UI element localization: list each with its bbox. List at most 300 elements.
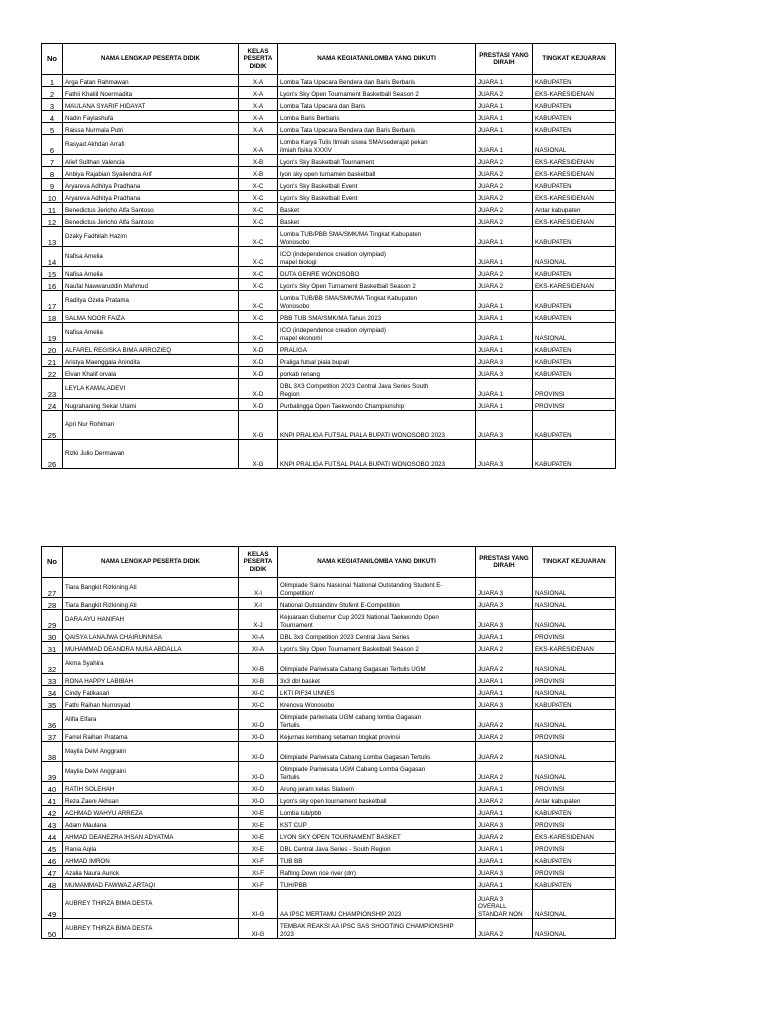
header-name: NAMA LENGKAP PESERTA DIDIK [63, 547, 239, 578]
table-row [42, 919, 616, 939]
cell-tingkat: PROVINSI [533, 674, 616, 686]
cell-tingkat: NASIONAL [533, 578, 616, 598]
cell-no: 39 [42, 762, 63, 782]
cell-no: 35 [42, 698, 63, 710]
header-kegiatan: NAMA KEGIATAN/LOMBA YANG DIIKUTI [278, 44, 476, 75]
cell-tingkat: KABUPATEN [533, 227, 616, 247]
cell-no: 24 [42, 399, 63, 411]
cell-kelas: XI-F [239, 854, 278, 866]
cell-prestasi: JUARA 1 [476, 878, 533, 890]
cell-no: 33 [42, 674, 63, 686]
header-prestasi: PRESTASI YANG DIRAIH [476, 547, 533, 578]
cell-kegiatan: Lomba Tata Upacara dan Baris [278, 99, 476, 111]
cell-no: 31 [42, 642, 63, 654]
cell-tingkat: NASIONAL [533, 742, 616, 762]
cell-prestasi: JUARA 1 [476, 674, 533, 686]
cell-tingkat: PROVINSI [533, 866, 616, 878]
cell-kelas: XI-G [239, 890, 278, 919]
cell-kelas: XI-E [239, 818, 278, 830]
table-row [42, 866, 616, 878]
table-row [42, 399, 616, 411]
cell-kegiatan: Olimpiade Pariwisata UGM Cabang Lomba Gagasan Tertulis [278, 762, 476, 782]
cell-kegiatan: DBL 3x3 Competition 2023 Central Java Series [278, 630, 476, 642]
cell-name: Nugrahaning Sekar Utami [63, 399, 239, 411]
cell-prestasi: JUARA 2 [476, 830, 533, 842]
table-row [42, 578, 616, 598]
cell-prestasi: JUARA 3 [476, 367, 533, 379]
table-row [42, 135, 616, 155]
cell-tingkat: PROVINSI [533, 379, 616, 399]
cell-prestasi: JUARA 3 [476, 610, 533, 630]
table-1 [41, 43, 616, 469]
cell-kelas: XI-C [239, 698, 278, 710]
cell-tingkat: KABUPATEN [533, 179, 616, 191]
cell-no: 40 [42, 782, 63, 794]
cell-prestasi: JUARA 3 [476, 698, 533, 710]
cell-prestasi: JUARA 2 [476, 203, 533, 215]
cell-kegiatan: 3x3 dbl basket [278, 674, 476, 686]
cell-name: AUBREY THIRZA BIMA DESTA [63, 890, 239, 919]
table-row [42, 123, 616, 135]
cell-no: 46 [42, 854, 63, 866]
table-row [42, 818, 616, 830]
cell-kegiatan: Olimpiade pariwisata UGM cabang lomba Gagasan Tertulis [278, 710, 476, 730]
header-name: NAMA LENGKAP PESERTA DIDIK [63, 44, 239, 75]
table-row [42, 830, 616, 842]
cell-kegiatan: Lomba tub/pbb [278, 806, 476, 818]
cell-prestasi: JUARA 2 [476, 642, 533, 654]
cell-name: Benedictus Jericho Alfa Santoso [63, 203, 239, 215]
cell-kelas: XI-B [239, 674, 278, 686]
cell-name: Fathii Khaliil Noermadita [63, 87, 239, 99]
cell-kegiatan: National Outstandinv Stufent E-Competition [278, 598, 476, 610]
cell-kegiatan: Purbalingga Open Taekwondo Championship [278, 399, 476, 411]
cell-prestasi: JUARA 1 [476, 343, 533, 355]
table-row [42, 806, 616, 818]
cell-no: 47 [42, 866, 63, 878]
cell-prestasi: JUARA 1 [476, 854, 533, 866]
cell-kegiatan: KNPI PRALIGA FUTSAL PIALA BUPATI WONOSOBO 2023 [278, 411, 476, 440]
cell-name: Maylia Delvi Anggraini [63, 742, 239, 762]
cell-kegiatan: Olimpiade Pariwisata Cabang Lomba Gagasan Tertulis [278, 742, 476, 762]
cell-name: Naufal Nawwaruddin Mahmud [63, 279, 239, 291]
cell-no: 48 [42, 878, 63, 890]
cell-prestasi: JUARA 2 [476, 710, 533, 730]
cell-tingkat: NASIONAL [533, 598, 616, 610]
cell-tingkat: KABUPATEN [533, 806, 616, 818]
cell-kegiatan: PBB TUB SMA/SMK/MA Tahun 2023 [278, 311, 476, 323]
cell-name: Akma Syahira [63, 654, 239, 674]
cell-kelas: X-C [239, 291, 278, 311]
cell-name: Raissa Nurmala Putri [63, 123, 239, 135]
cell-kelas: X-C [239, 203, 278, 215]
cell-kegiatan: DBL 3X3 Competition 2023 Central Java Series South Region [278, 379, 476, 399]
cell-prestasi: JUARA 1 [476, 247, 533, 267]
cell-tingkat: PROVINSI [533, 630, 616, 642]
cell-prestasi: JUARA 2 [476, 279, 533, 291]
cell-tingkat: KABUPATEN [533, 367, 616, 379]
cell-tingkat: KABUPATEN [533, 343, 616, 355]
cell-kegiatan: TUH/PBB [278, 878, 476, 890]
header-tingkat: TINGKAT KEJUARAN [533, 547, 616, 578]
cell-tingkat: KABUPATEN [533, 99, 616, 111]
cell-prestasi: JUARA 1 [476, 806, 533, 818]
cell-tingkat: KABUPATEN [533, 311, 616, 323]
table-row [42, 227, 616, 247]
cell-name: AUBREY THIRZA BIMA DESTA [63, 919, 239, 939]
cell-no: 26 [42, 440, 63, 469]
cell-kegiatan: Lyon's Sky Basketball Tournament [278, 155, 476, 167]
header-prestasi: PRESTASI YANG DIRAIH [476, 44, 533, 75]
cell-kelas: X-C [239, 191, 278, 203]
cell-kelas: X-A [239, 99, 278, 111]
cell-prestasi: JUARA 2 [476, 215, 533, 227]
table-row [42, 203, 616, 215]
table-row [42, 267, 616, 279]
cell-kegiatan: Arung jeram kelas Slaloem [278, 782, 476, 794]
cell-no: 45 [42, 842, 63, 854]
cell-prestasi: JUARA 3 [476, 355, 533, 367]
cell-no: 8 [42, 167, 63, 179]
cell-kegiatan: Lomba TUB/BB SMA/SMK/MA Tingkat Kabupaten Wonosobo [278, 291, 476, 311]
cell-prestasi: JUARA 3 OVERALL STANDAR NON [476, 890, 533, 919]
cell-kegiatan: LKTI PIF34 UNNES [278, 686, 476, 698]
cell-prestasi: JUARA 1 [476, 111, 533, 123]
cell-name: MAULANA SYARIF HIDAYAT [63, 99, 239, 111]
cell-name: DARA AYU HANIFAH [63, 610, 239, 630]
cell-kelas: X-B [239, 167, 278, 179]
cell-kegiatan: Lyon's Sky Open Tournament Basketball Season 2 [278, 87, 476, 99]
cell-kegiatan: DBL Central Java Series - South Region [278, 842, 476, 854]
cell-name: Azalia Naura Aurick [63, 866, 239, 878]
cell-prestasi: JUARA 2 [476, 794, 533, 806]
table-row [42, 598, 616, 610]
cell-no: 7 [42, 155, 63, 167]
cell-tingkat: EKS-KARESIDENAN [533, 215, 616, 227]
cell-no: 12 [42, 215, 63, 227]
cell-kelas: X-B [239, 155, 278, 167]
cell-prestasi: JUARA 3 [476, 598, 533, 610]
cell-no: 21 [42, 355, 63, 367]
cell-tingkat: Antar kabupaten [533, 794, 616, 806]
cell-no: 4 [42, 111, 63, 123]
cell-no: 23 [42, 379, 63, 399]
header-no: No [42, 547, 63, 578]
header-kelas: KELAS PESERTA DIDIK [239, 44, 278, 75]
cell-prestasi: JUARA 1 [476, 379, 533, 399]
cell-name: MUMAMMAD FAWWAZ ARTAQI [63, 878, 239, 890]
cell-tingkat: NASIONAL [533, 323, 616, 343]
cell-tingkat: KABUPATEN [533, 355, 616, 367]
cell-tingkat: NASIONAL [533, 135, 616, 155]
cell-kelas: XI-G [239, 919, 278, 939]
cell-tingkat: KABUPATEN [533, 75, 616, 87]
cell-kegiatan: Olimpiade Sains Nasional 'National Outstanding Student E- Competition' [278, 578, 476, 598]
cell-name: SALMA NOOR FAIZA [63, 311, 239, 323]
table-row [42, 179, 616, 191]
cell-no: 13 [42, 227, 63, 247]
table-row [42, 379, 616, 399]
cell-no: 9 [42, 179, 63, 191]
cell-prestasi: JUARA 1 [476, 123, 533, 135]
cell-kelas: X-C [239, 247, 278, 267]
cell-no: 25 [42, 411, 63, 440]
cell-kelas: X-D [239, 355, 278, 367]
cell-name: Arga Fatan Rahmawan [63, 75, 239, 87]
header-tingkat: TINGKAT KEJUARAN [533, 44, 616, 75]
cell-kegiatan: PRALIGA [278, 343, 476, 355]
cell-name: Aryareva Adhitya Pradhana [63, 179, 239, 191]
cell-name: Nafisa Amelia [63, 267, 239, 279]
cell-no: 43 [42, 818, 63, 830]
cell-prestasi: JUARA 2 [476, 191, 533, 203]
cell-kelas: X-J [239, 610, 278, 630]
cell-prestasi: JUARA 1 [476, 75, 533, 87]
cell-kegiatan: Lomba Tata Upacara Bendera dan Baris Berbaris [278, 123, 476, 135]
cell-name: Raditya Ozela Pratama [63, 291, 239, 311]
table-row [42, 167, 616, 179]
table-header-row [42, 547, 616, 578]
cell-kelas: X-A [239, 123, 278, 135]
cell-name: Alief Sulthan Valencia [63, 155, 239, 167]
table-row [42, 440, 616, 469]
cell-no: 37 [42, 730, 63, 742]
table-row [42, 610, 616, 630]
cell-kelas: X-D [239, 367, 278, 379]
cell-tingkat: NASIONAL [533, 686, 616, 698]
cell-kegiatan: ICO (independence creation olympiad) mapel biologi [278, 247, 476, 267]
cell-name: Apri Nur Rohiman [63, 411, 239, 440]
cell-name: Maylia Delvi Anggraini [63, 762, 239, 782]
cell-tingkat: NASIONAL [533, 890, 616, 919]
cell-no: 38 [42, 742, 63, 762]
cell-kelas: XI-E [239, 830, 278, 842]
cell-prestasi: JUARA 1 [476, 135, 533, 155]
cell-tingkat: PROVINSI [533, 730, 616, 742]
cell-no: 42 [42, 806, 63, 818]
cell-no: 22 [42, 367, 63, 379]
cell-kegiatan: lyon sky open turnamen basketball [278, 167, 476, 179]
cell-kegiatan: TEMBAK REAKSI AA IPSC SAS SHOOTING CHAMPIONSHIP 2023 [278, 919, 476, 939]
cell-tingkat: KABUPATEN [533, 698, 616, 710]
cell-kelas: X-G [239, 440, 278, 469]
cell-kelas: X-C [239, 267, 278, 279]
cell-no: 2 [42, 87, 63, 99]
cell-name: Nafisa Amelia [63, 323, 239, 343]
cell-prestasi: JUARA 2 [476, 730, 533, 742]
cell-name: Rania Aqila [63, 842, 239, 854]
table-row [42, 642, 616, 654]
table-row [42, 782, 616, 794]
cell-name: QAISYA LANAJWA CHAIRUNNISA [63, 630, 239, 642]
cell-prestasi: JUARA 3 [476, 866, 533, 878]
table-row [42, 343, 616, 355]
cell-kegiatan: Basket [278, 203, 476, 215]
cell-prestasi: JUARA 3 [476, 411, 533, 440]
cell-kelas: XI-C [239, 686, 278, 698]
cell-no: 28 [42, 598, 63, 610]
cell-prestasi: JUARA 1 [476, 99, 533, 111]
table-row [42, 878, 616, 890]
cell-prestasi: JUARA 2 [476, 179, 533, 191]
table-row [42, 75, 616, 87]
cell-kelas: X-C [239, 311, 278, 323]
cell-kegiatan: Lomba Karya Tulis Ilmiah siswa SMA/sederajat pekan ilmiah fisika XXXIV [278, 135, 476, 155]
cell-tingkat: KABUPATEN [533, 111, 616, 123]
cell-prestasi: JUARA 1 [476, 630, 533, 642]
cell-kegiatan: Lyon's Sky Open Turnament Basketball Season 2 [278, 279, 476, 291]
cell-no: 17 [42, 291, 63, 311]
cell-kegiatan: Lomba Tata Upacara Bendera dan Baris Berbaris [278, 75, 476, 87]
cell-kegiatan: Rafting Down rice river (drr) [278, 866, 476, 878]
cell-kegiatan: KST CUP [278, 818, 476, 830]
cell-name: AHMAD IMRON [63, 854, 239, 866]
table-row [42, 842, 616, 854]
cell-kelas: X-D [239, 379, 278, 399]
cell-kegiatan: DUTA GENRE WONOSOBO [278, 267, 476, 279]
cell-kelas: XI-F [239, 878, 278, 890]
cell-kelas: XI-D [239, 710, 278, 730]
cell-prestasi: JUARA 2 [476, 87, 533, 99]
cell-no: 49 [42, 890, 63, 919]
cell-kegiatan: KNPI PRALIGA FUTSAL PIALA BUPATI WONOSOBO 2023 [278, 440, 476, 469]
cell-name: Tiara Bangkit Rizkining Ati [63, 578, 239, 598]
cell-prestasi: JUARA 1 [476, 842, 533, 854]
cell-kelas: X-C [239, 215, 278, 227]
cell-name: Elvan Khalif orvala [63, 367, 239, 379]
cell-kelas: XI-D [239, 742, 278, 762]
cell-name: MUHAMMAD DEANDRA NUSA ABDALLA [63, 642, 239, 654]
cell-tingkat: EKS-KARESIDENAN [533, 87, 616, 99]
cell-tingkat: KABUPATEN [533, 291, 616, 311]
cell-tingkat: KABUPATEN [533, 878, 616, 890]
cell-prestasi: JUARA 1 [476, 291, 533, 311]
cell-tingkat: KABUPATEN [533, 854, 616, 866]
cell-no: 27 [42, 578, 63, 598]
cell-no: 32 [42, 654, 63, 674]
table-row [42, 710, 616, 730]
cell-kegiatan: Lomba Baris Berbaris [278, 111, 476, 123]
achievements-table-1 [41, 43, 615, 469]
cell-no: 3 [42, 99, 63, 111]
cell-prestasi: JUARA 2 [476, 654, 533, 674]
cell-tingkat: Antar kabupaten [533, 203, 616, 215]
table-row [42, 411, 616, 440]
cell-kelas: XI-D [239, 730, 278, 742]
cell-kegiatan: Lyon's Sky Open Tournament Basketball Season 2 [278, 642, 476, 654]
cell-kelas: X-I [239, 578, 278, 598]
table-row [42, 854, 616, 866]
cell-tingkat: KABUPATEN [533, 267, 616, 279]
cell-tingkat: PROVINSI [533, 399, 616, 411]
cell-no: 6 [42, 135, 63, 155]
table-row [42, 247, 616, 267]
header-kelas: KELAS PESERTA DIDIK [239, 547, 278, 578]
cell-tingkat: EKS-KARESIDENAN [533, 191, 616, 203]
cell-no: 19 [42, 323, 63, 343]
table-row [42, 367, 616, 379]
cell-no: 50 [42, 919, 63, 939]
table-row [42, 279, 616, 291]
cell-tingkat: EKS-KARESIDENAN [533, 167, 616, 179]
cell-name: Alifia Elfara [63, 710, 239, 730]
cell-tingkat: NASIONAL [533, 762, 616, 782]
cell-kelas: XI-B [239, 654, 278, 674]
cell-tingkat: EKS-KARESIDENAN [533, 830, 616, 842]
cell-no: 18 [42, 311, 63, 323]
cell-kelas: XI-D [239, 782, 278, 794]
cell-prestasi: JUARA 3 [476, 440, 533, 469]
cell-name: Dzaky Fadhilah Hazim [63, 227, 239, 247]
cell-prestasi: JUARA 2 [476, 742, 533, 762]
table-row [42, 99, 616, 111]
cell-prestasi: JUARA 1 [476, 311, 533, 323]
cell-kelas: XI-A [239, 630, 278, 642]
cell-name: Adam Maulana [63, 818, 239, 830]
cell-name: Anbiya Rajabian Syailendra Arif [63, 167, 239, 179]
table-2 [41, 546, 616, 939]
cell-kelas: X-D [239, 399, 278, 411]
cell-prestasi: JUARA 2 [476, 267, 533, 279]
cell-name: Aristya Maenggala Anindita [63, 355, 239, 367]
cell-kelas: X-A [239, 87, 278, 99]
cell-kelas: X-G [239, 411, 278, 440]
cell-no: 41 [42, 794, 63, 806]
cell-no: 20 [42, 343, 63, 355]
cell-kegiatan: Lyon's sky open tournament basketball [278, 794, 476, 806]
cell-prestasi: JUARA 2 [476, 155, 533, 167]
cell-tingkat: NASIONAL [533, 710, 616, 730]
table-row [42, 215, 616, 227]
cell-no: 15 [42, 267, 63, 279]
cell-name: Farrel Raihan Pratama [63, 730, 239, 742]
cell-kegiatan: porkab renang [278, 367, 476, 379]
cell-no: 14 [42, 247, 63, 267]
cell-no: 11 [42, 203, 63, 215]
cell-name: Tiara Bangkit Rizkining Ati [63, 598, 239, 610]
cell-name: Cindy Fatikasari [63, 686, 239, 698]
cell-prestasi: JUARA 3 [476, 578, 533, 598]
cell-name: Benedictus Jericho Alfa Santoso [63, 215, 239, 227]
header-no: No [42, 44, 63, 75]
table-row [42, 323, 616, 343]
table-row [42, 890, 616, 919]
achievements-table-2 [41, 546, 615, 939]
cell-kelas: XI-D [239, 794, 278, 806]
cell-kelas: X-I [239, 598, 278, 610]
cell-no: 44 [42, 830, 63, 842]
cell-tingkat: EKS-KARESIDENAN [533, 155, 616, 167]
cell-no: 10 [42, 191, 63, 203]
table-row [42, 730, 616, 742]
cell-tingkat: NASIONAL [533, 654, 616, 674]
cell-tingkat: NASIONAL [533, 919, 616, 939]
cell-prestasi: JUARA 2 [476, 167, 533, 179]
cell-name: Fathi Raihan Nurrosyad [63, 698, 239, 710]
table-row [42, 762, 616, 782]
table-row [42, 87, 616, 99]
cell-kelas: X-C [239, 279, 278, 291]
cell-kelas: XI-F [239, 866, 278, 878]
cell-kegiatan: Kejurnas kembang setaman tingkat provinsi [278, 730, 476, 742]
cell-kelas: XI-E [239, 842, 278, 854]
cell-kelas: XI-D [239, 762, 278, 782]
cell-kegiatan: Kejuaraan Gubernur Cup 2023 National Taekwondo Open Tournament [278, 610, 476, 630]
cell-tingkat: EKS-KARESIDENAN [533, 279, 616, 291]
cell-kegiatan: Basket [278, 215, 476, 227]
cell-prestasi: JUARA 1 [476, 323, 533, 343]
cell-prestasi: JUARA 1 [476, 227, 533, 247]
